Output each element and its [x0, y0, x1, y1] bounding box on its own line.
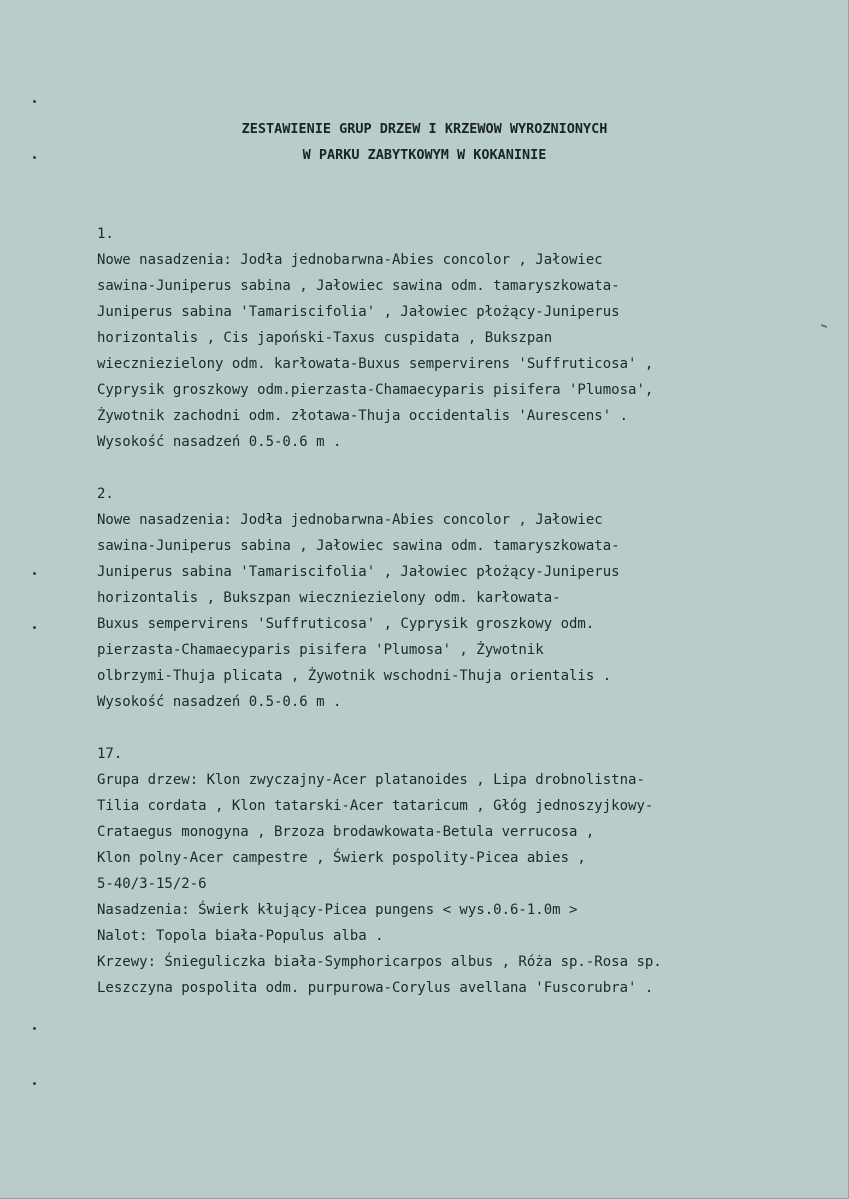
text-line: olbrzymi-Thuja plicata , Żywotnik wschodni-Thuja orientalis . — [97, 668, 612, 684]
section-number: 2. — [97, 486, 114, 502]
document-title-line-1: ZESTAWIENIE GRUP DRZEW I KRZEWOW WYROZNIONYCH — [241, 121, 608, 137]
text-line: Nasadzenia: Świerk kłujący-Picea pungens < wys.0.6-1.0m > — [97, 902, 578, 918]
text-line: horizontalis , Cis japoński-Taxus cuspidata , Bukszpan — [97, 330, 553, 346]
text-line: Nalot: Topola biała-Populus alba . — [97, 928, 384, 944]
text-line: Grupa drzew: Klon zwyczajny-Acer platanoides , Lipa drobnolistna- — [97, 772, 645, 788]
text-line: Leszczyna pospolita odm. purpurowa-Corylus avellana 'Fuscorubra' . — [97, 980, 654, 996]
section-17 — [97, 741, 817, 1001]
section-1 — [97, 221, 817, 455]
text-line: Tilia cordata , Klon tatarski-Acer tataricum , Głóg jednoszyjkowy- — [97, 798, 654, 814]
text-line: Cyprysik groszkowy odm.pierzasta-Chamaecyparis pisifera 'Plumosa', — [97, 382, 654, 398]
scan-dot — [33, 100, 36, 103]
text-line: Nowe nasadzenia: Jodła jednobarwna-Abies concolor , Jałowiec — [97, 252, 603, 268]
scan-dot — [33, 626, 36, 629]
text-line: Krzewy: Śnieguliczka biała-Symphoricarpos albus , Róża sp.-Rosa sp. — [97, 954, 662, 970]
text-line: pierzasta-Chamaecyparis pisifera 'Plumosa' , Żywotnik — [97, 642, 544, 658]
text-line: Wysokość nasadzeń 0.5-0.6 m . — [97, 694, 342, 710]
text-line: Żywotnik zachodni odm. złotawa-Thuja occidentalis 'Aurescens' . — [97, 408, 629, 424]
text-line: Buxus sempervirens 'Suffruticosa' , Cyprysik groszkowy odm. — [97, 616, 595, 632]
scan-dot — [33, 156, 36, 159]
text-line: Klon polny-Acer campestre , Świerk pospolity-Picea abies , — [97, 850, 586, 866]
text-line: horizontalis , Bukszpan wieczniezielony odm. karłowata- — [97, 590, 561, 606]
scan-dot — [33, 1082, 36, 1085]
text-line: sawina-Juniperus sabina , Jałowiec sawina odm. tamaryszkowata- — [97, 278, 620, 294]
section-number: 1. — [97, 226, 114, 242]
section-2 — [97, 481, 817, 715]
text-line: Juniperus sabina 'Tamariscifolia' , Jałowiec płożący-Juniperus — [97, 564, 620, 580]
section-number: 17. — [97, 746, 123, 762]
document-title-line-2: W PARKU ZABYTKOWYM W KOKANINIE — [302, 147, 547, 163]
scan-dot — [33, 1027, 36, 1030]
text-line: wieczniezielony odm. karłowata-Buxus sempervirens 'Suffruticosa' , — [97, 356, 654, 372]
text-line: Crataegus monogyna , Brzoza brodawkowata-Betula verrucosa , — [97, 824, 595, 840]
text-line: Juniperus sabina 'Tamariscifolia' , Jałowiec płożący-Juniperus — [97, 304, 620, 320]
text-line: Wysokość nasadzeń 0.5-0.6 m . — [97, 434, 342, 450]
scan-dot — [33, 572, 36, 575]
text-line: Nowe nasadzenia: Jodła jednobarwna-Abies concolor , Jałowiec — [97, 512, 603, 528]
text-line: 5-40/3-15/2-6 — [97, 876, 207, 892]
scan-mark — [821, 324, 827, 328]
text-line: sawina-Juniperus sabina , Jałowiec sawina odm. tamaryszkowata- — [97, 538, 620, 554]
